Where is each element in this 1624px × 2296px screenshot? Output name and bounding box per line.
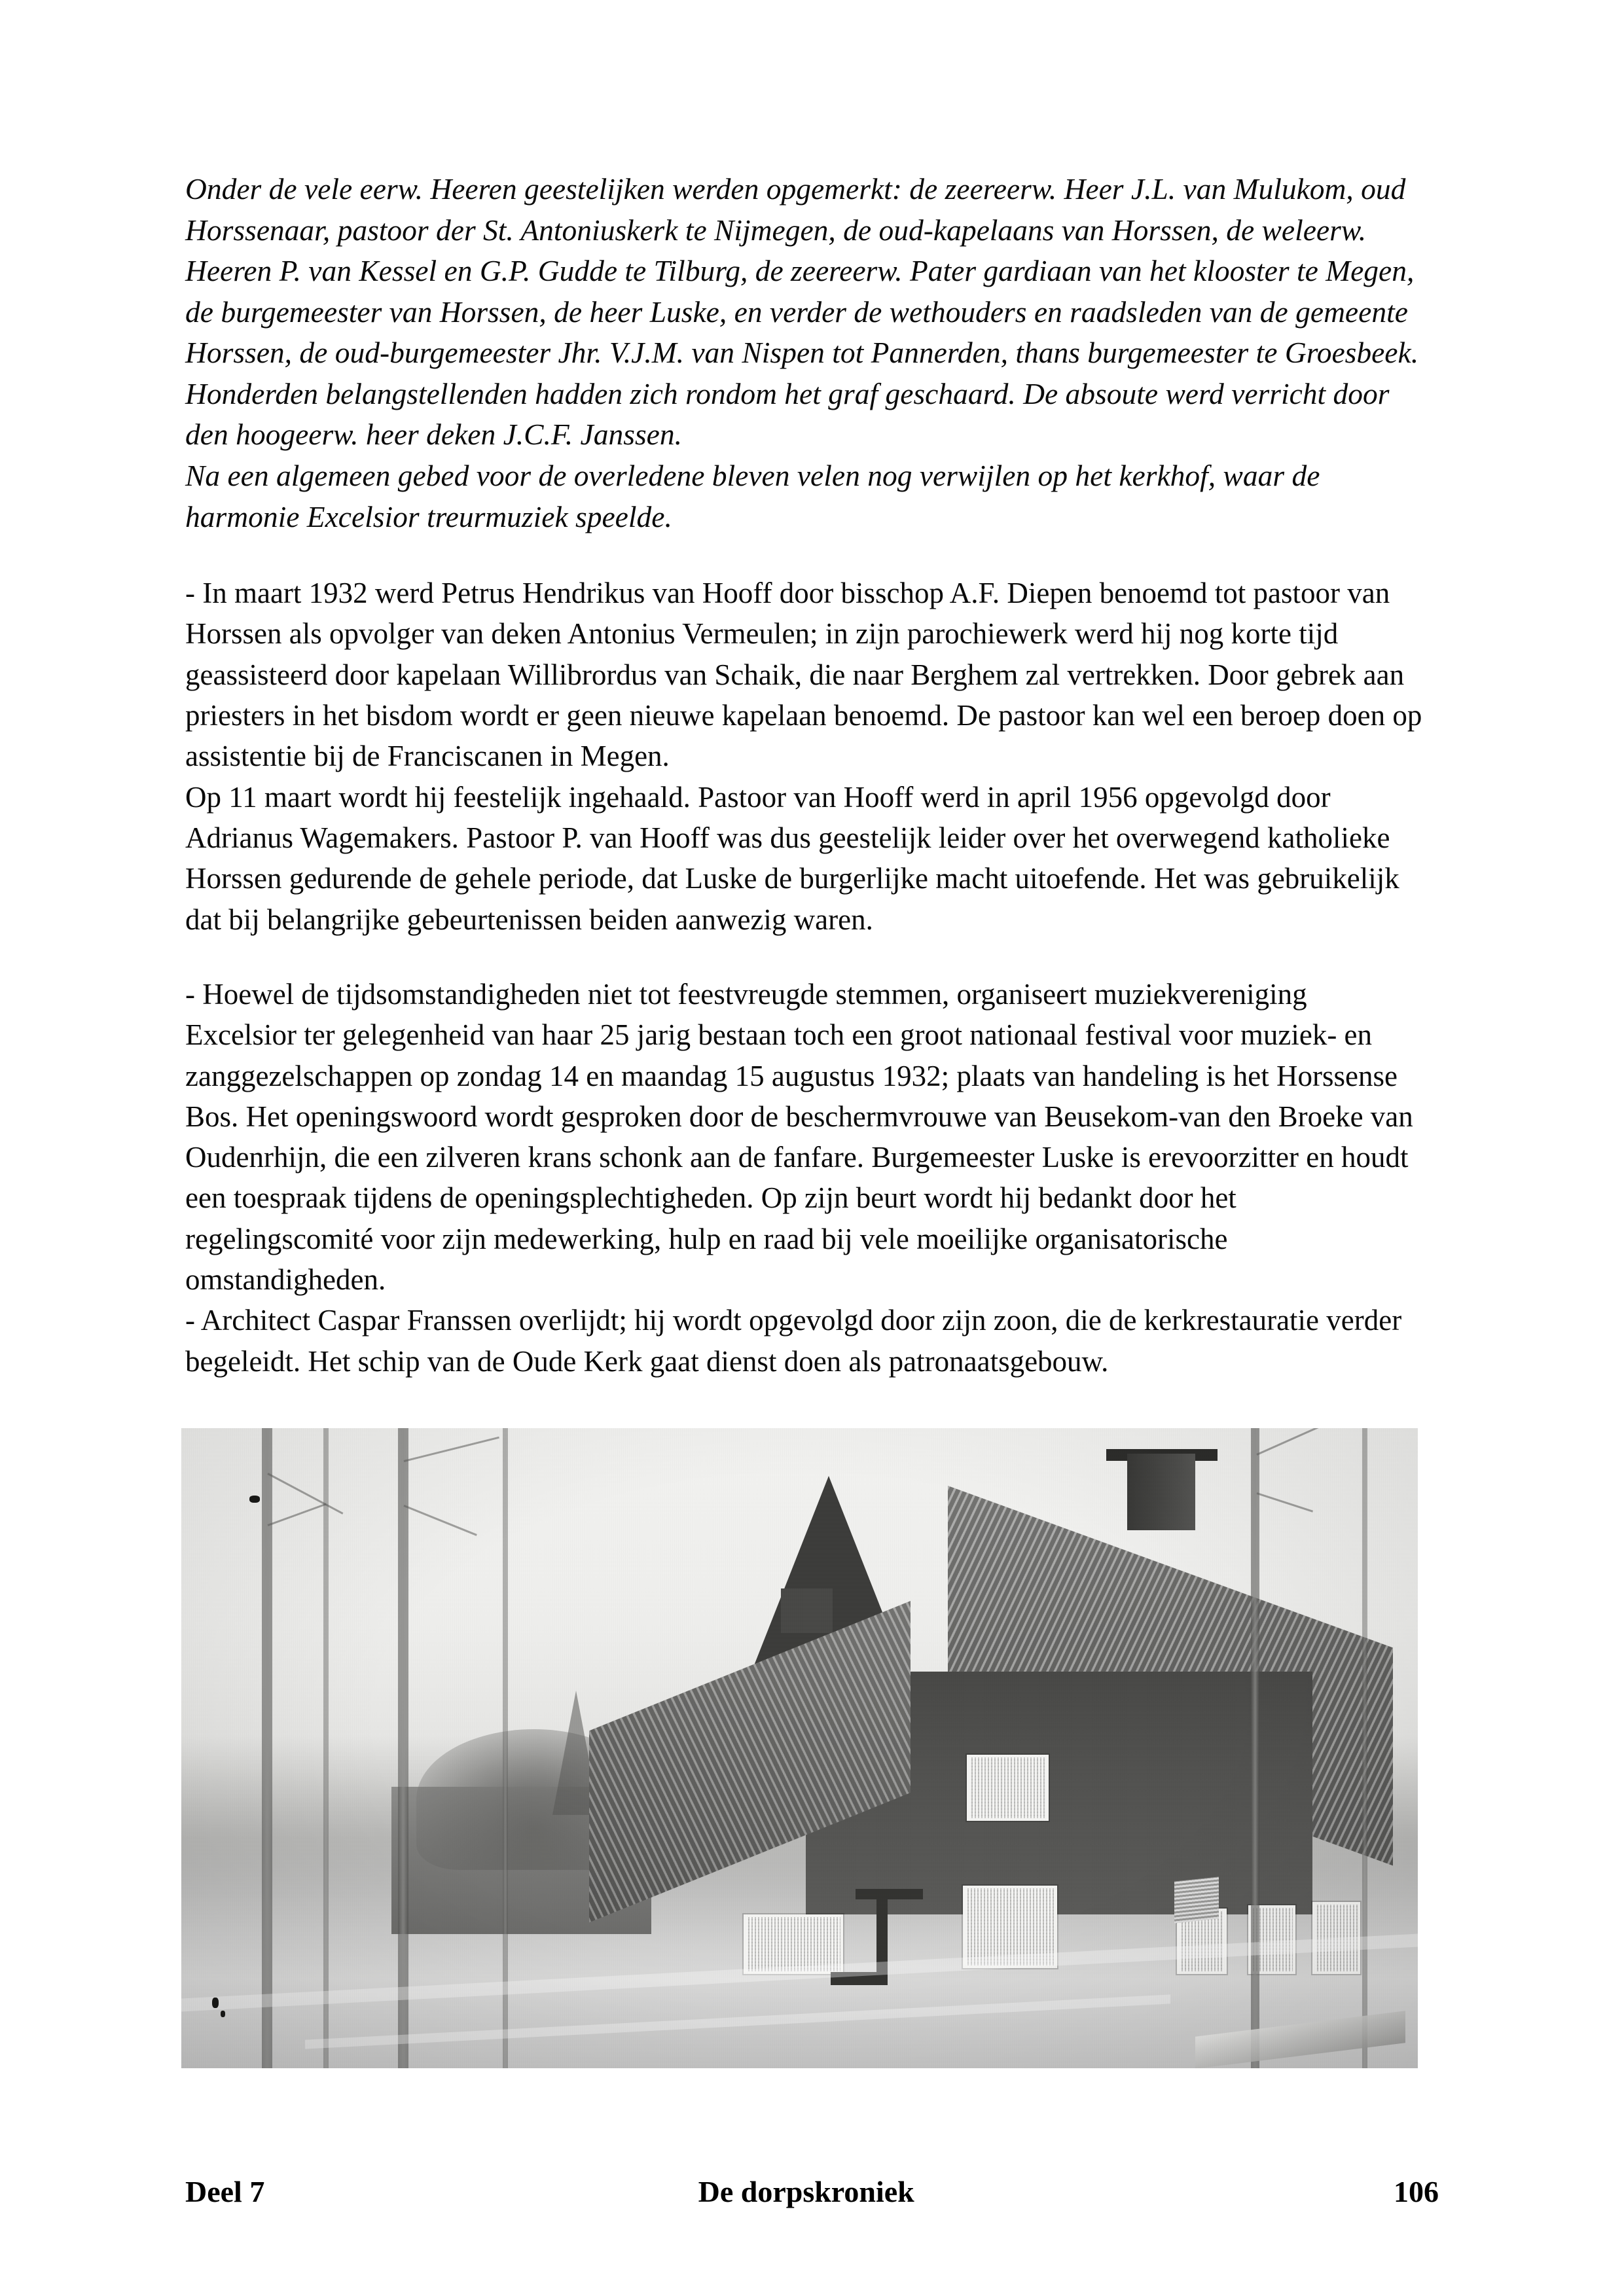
page-footer	[185, 2174, 1439, 2209]
paragraph-architect-franssen: - Architect Caspar Franssen overlijdt; hij wordt opgevolgd door zijn zoon, die de kerkrestauratie verder begeleidt. Het schip van de Oude Kerk gaat dienst doen als patronaatsgebouw.	[185, 1304, 1402, 1378]
footer-page-number: 106	[1394, 2175, 1439, 2208]
tree-branch	[268, 1503, 327, 1526]
tree-trunk-3	[323, 1428, 329, 2068]
page-body	[185, 169, 1422, 1382]
tree-branch	[404, 1437, 499, 1462]
tree-branch	[1257, 1492, 1314, 1513]
paragraph-spacer	[185, 537, 1422, 573]
footer-title: De dorpskroniek	[698, 2175, 914, 2208]
paragraph-eulogy-note: Onder de vele eerw. Heeren geestelijken werden opgemerkt: de zeereerw. Heer J.L. van Mulukom, oud Horssenaar, pastoor der St. Antoniuskerk te Nijmegen, de oud-kapelaans van Horssen, de weleerw. Heeren P. van Kessel en G.P. Gudde te Tilburg, de zeereerw. Pater gardiaan van het klooster te Megen, de burgemeester van Horssen, de heer Luske, en verder de wethouders en raadsleden van de gemeente Horssen, de oud-burgemeester Jhr. V.J.M. van Nispen tot Pannerden, thans burgemeester te Groesbeek.	[185, 172, 1419, 370]
porch-canopy	[856, 1889, 924, 1899]
paragraph-eulogy-note-3: Na een algemeen gebed voor de overledene bleven velen nog verwijlen op het kerkhof, waar de harmonie Excelsior treurmuziek speelde.	[185, 458, 1320, 533]
footer-volume-label: Deel 7	[185, 2175, 265, 2208]
tree-trunk-5	[1251, 1428, 1259, 2068]
film-speck	[212, 1998, 219, 2008]
film-speck	[249, 1496, 260, 1503]
tree-trunk-2	[398, 1428, 408, 2068]
gable-window	[967, 1755, 1049, 1821]
historical-photo-brick-house	[181, 1428, 1418, 2068]
paragraph-pastoor-ingehaald: Op 11 maart wordt hij feestelijk ingehaald. Pastoor van Hooff werd in april 1956 opgevolgd door Adrianus Wagemakers. Pastoor P. van Hooff was dus geestelijk leider over het overwegend katholieke Horssen gedurende de gehele periode, dat Luske de burgerlijke macht uitoefende. Het was gebruikelijk dat bij belangrijke gebeurtenissen beiden aanwezig waren.	[185, 780, 1399, 936]
paragraph-excelsior-festival: - Hoewel de tijdsomstandigheden niet tot feestvreugde stemmen, organiseert muziekvereniging Excelsior ter gelegenheid van haar 25 jarig bestaan toch een groot nationaal festival voor muziek- en zanggezelschappen op zondag 14 en maandag 15 augustus 1932; plaats van handeling is het Horssense Bos. Het openingswoord wordt gesproken door de beschermvrouwe van Beusekom-van den Broeke van Oudenrhijn, die een zilveren krans schonk aan de fanfare. Burgemeester Luske is erevoorzitter en houdt een toespraak tijdens de openingsplechtigheden. Op zijn beurt wordt hij bedankt door het regelingscomité voor zijn medewerking, hulp en raad bij vele moeilijke organisatorische omstandigheden.	[185, 977, 1413, 1297]
plank-on-ground	[1195, 2011, 1405, 2068]
secondary-chimney-shape	[781, 1588, 833, 1633]
ground-streak	[305, 1994, 1170, 2049]
paragraph-spacer-2	[185, 940, 1422, 974]
chimney-shape	[1127, 1454, 1195, 1530]
tree-branch	[1257, 1428, 1324, 1456]
film-speck	[221, 2011, 225, 2017]
tree-trunk-6	[1362, 1428, 1367, 2068]
window-shutter	[1174, 1877, 1219, 1924]
tree-trunk-4	[503, 1428, 508, 2068]
paragraph-eulogy-note-2: Honderden belangstellenden hadden zich rondom het graf geschaard. De absoute werd verricht door den hoogeerw. heer deken J.C.F. Janssen.	[185, 376, 1390, 452]
paragraph-pastoor-benoeming: - In maart 1932 werd Petrus Hendrikus van Hooff door bisschop A.F. Diepen benoemd tot pastoor van Horssen als opvolger van deken Antonius Vermeulen; in zijn parochiewerk werd hij nog korte tijd geassisteerd door kapelaan Willibrordus van Schaik, die naar Berghem zal vertrekken. Door gebrek aan priesters in het bisdom wordt er geen nieuwe kapelaan benoemd. De pastoor kan wel een beroep doen op assistentie bij de Franciscanen in Megen.	[185, 577, 1422, 773]
tree-branch	[403, 1505, 477, 1536]
tree-branch	[268, 1473, 344, 1515]
photo-canvas	[181, 1428, 1418, 2068]
